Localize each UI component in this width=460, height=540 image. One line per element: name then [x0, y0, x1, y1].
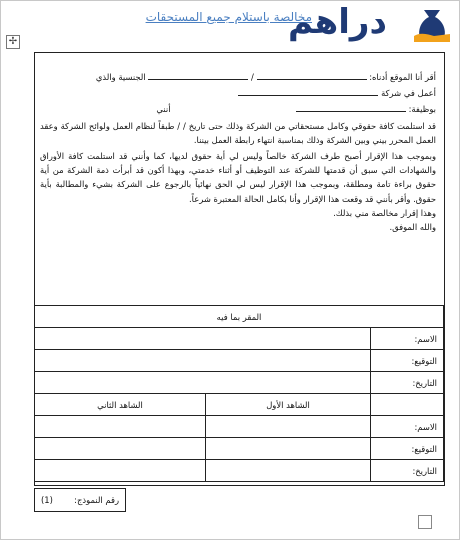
- table-move-handle-icon[interactable]: ✢: [6, 35, 20, 49]
- settlement-paragraph: قد استلمت كافة حقوقي وكامل مستحقاتي من الشركة وذلك حتى تاريخ / / طبقاً لنظام العمل ولوائح الشركة وعقد العمل المحرر بيني وبين الشركة وذلك بمناسبة انتهاء رابطة العمل بيننا.: [40, 120, 436, 145]
- company-field[interactable]: [238, 86, 378, 96]
- form-number-value: (1): [41, 495, 53, 505]
- company-line: أعمل في شركة: [40, 86, 436, 100]
- acknowledger-signature-cell[interactable]: [35, 350, 371, 372]
- acknowledger-header: المقر بما فيه: [35, 306, 444, 328]
- second-witness-header: الشاهد الثاني: [35, 394, 206, 416]
- release-paragraph: وبموجب هذا الإقرار أصبح طرف الشركة خالصاً وليس لي أية حقوق لديها، كما وأنني قد استلمت كافة الأوراق والشهادات التي سبق أن قدمتها للشركة عند التوظيف أو أثناء خدمتي، وبهذا أكون قد أبرأت ذمة الشركة من أية حقوق براءة تامة ومطلقة، وبموجب هذا الإقرار ليس لي الحق نهائياً بالرجوع على الشركة بشيء والمطالبة بأية حقوق. وأقر بأنني قد وقعت هذا الإقرار وأنا بكامل الحالة المعتبرة شرعاً.: [40, 151, 436, 204]
- declarant-line: أقر أنا الموقع أدناه: / الجنسية والذي: [95, 72, 436, 82]
- end-marker-box: [418, 515, 432, 529]
- declaration-body: [40, 70, 436, 234]
- second-witness-name-cell[interactable]: [35, 416, 206, 438]
- acknowledger-date-cell[interactable]: [35, 372, 371, 394]
- form-number-label: رقم النموذج:: [74, 495, 119, 505]
- first-witness-signature-cell[interactable]: [205, 438, 370, 460]
- table-row: [35, 328, 444, 350]
- job-line: بوظيفة: أنني: [156, 104, 436, 115]
- first-witness-name-cell[interactable]: [205, 416, 370, 438]
- first-witness-header: الشاهد الأول: [205, 394, 370, 416]
- blank-header-cell: [371, 394, 444, 416]
- job-title-field[interactable]: [296, 102, 406, 112]
- closing-statement: وهذا إقرار مخالصة مني بذلك.: [333, 207, 436, 218]
- name-label: الاسم:: [371, 328, 444, 350]
- signature-label: التوقيع:: [371, 438, 444, 460]
- money-bag-icon: [410, 2, 454, 46]
- brand-logo: دراهم: [288, 2, 387, 42]
- name-field[interactable]: [257, 70, 367, 80]
- table-row: [35, 372, 444, 394]
- date-label: التاريخ:: [371, 460, 444, 482]
- nationality-field[interactable]: [148, 70, 248, 80]
- acknowledger-header-row: [35, 306, 444, 328]
- signature-table: [34, 305, 444, 482]
- first-witness-date-cell[interactable]: [205, 460, 370, 482]
- second-witness-signature-cell[interactable]: [35, 438, 206, 460]
- closing-greeting: والله الموفق.: [389, 222, 436, 233]
- document-title[interactable]: مخالصة باستلام جميع المستحقات: [145, 10, 312, 24]
- table-row: [35, 438, 444, 460]
- table-row: [35, 460, 444, 482]
- witness-header-row: [35, 394, 444, 416]
- date-label: التاريخ:: [371, 372, 444, 394]
- table-row: [35, 350, 444, 372]
- form-number-box: [34, 488, 126, 512]
- signature-label: التوقيع:: [371, 350, 444, 372]
- second-witness-date-cell[interactable]: [35, 460, 206, 482]
- table-row: [35, 416, 444, 438]
- acknowledger-name-cell[interactable]: [35, 328, 371, 350]
- name-label: الاسم:: [371, 416, 444, 438]
